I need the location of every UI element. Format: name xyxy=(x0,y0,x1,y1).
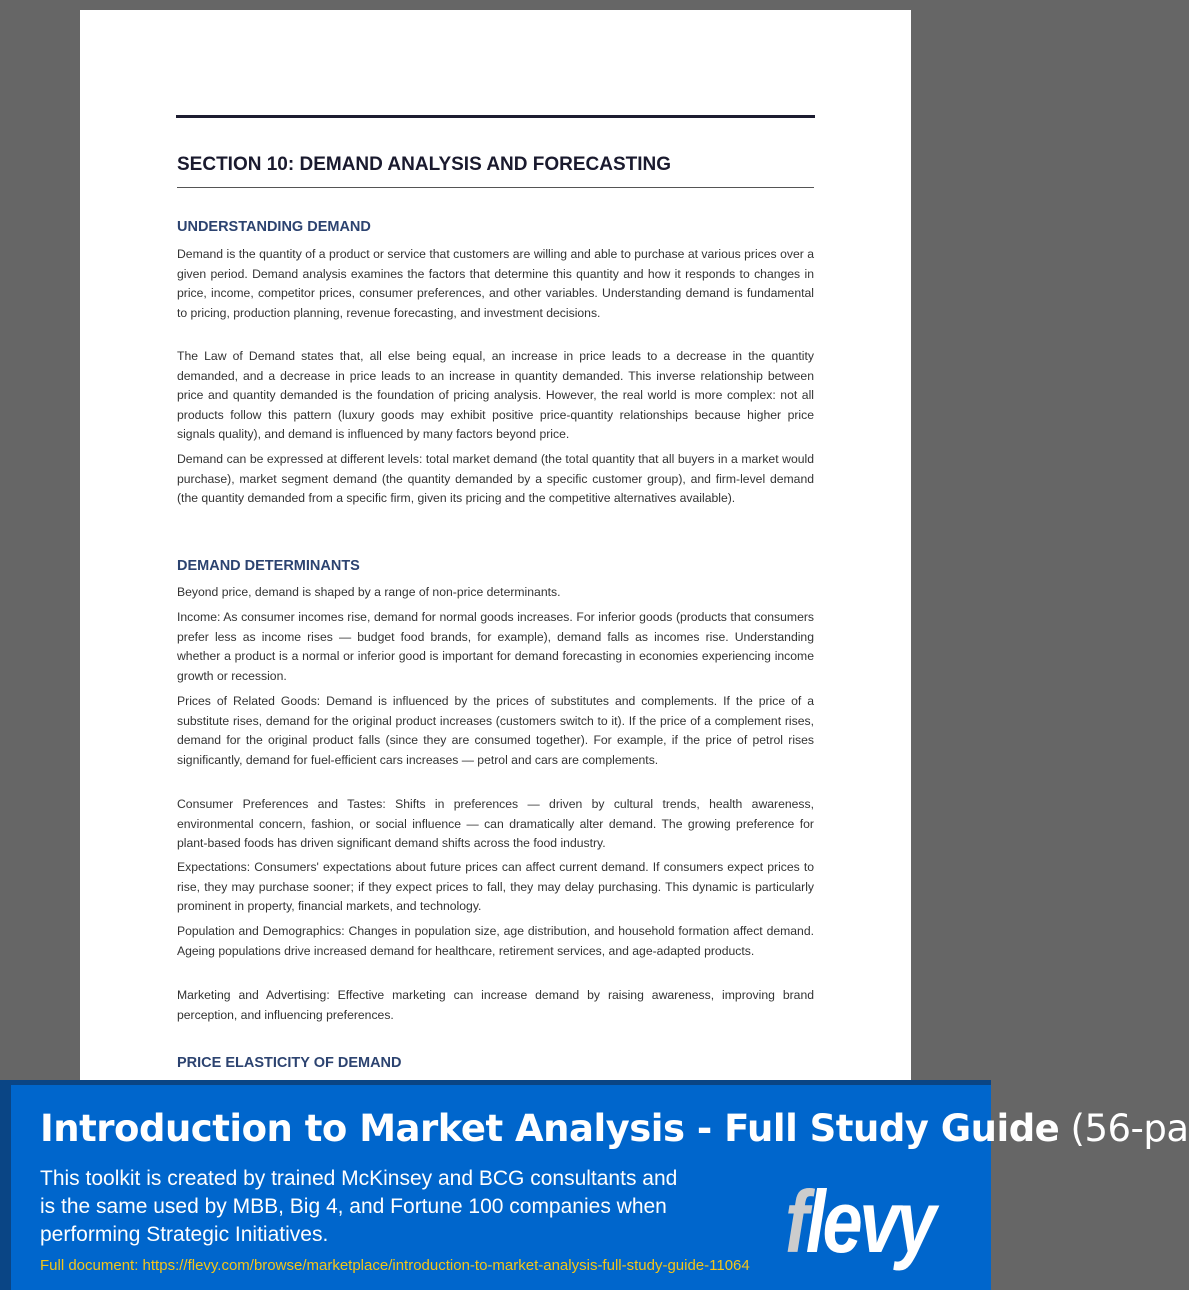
section-title: SECTION 10: DEMAND ANALYSIS AND FORECASTING xyxy=(177,154,672,175)
banner-title-main: Introduction to Market Analysis - Full Study Guide xyxy=(40,1107,1060,1150)
section-divider xyxy=(177,187,814,188)
logo-letters: levy xyxy=(805,1172,934,1271)
logo-letter-f: f xyxy=(785,1172,806,1271)
paragraph: Marketing and Advertising: Effective marketing can increase demand by raising awareness, improving brand perception, and influencing preferences. xyxy=(177,988,814,1022)
paragraph: Prices of Related Goods: Demand is influenced by the prices of substitutes and complements. If the price of a substitute rises, demand for the original product increases (customers switch to it). If the price of a complement rises, demand for the original product falls (since they are consumed together). For example, if the price of petrol rises significantly, demand for fuel-efficient cars increases — petrol and cars are complements. xyxy=(177,694,814,767)
banner-title-tail: (56-pa xyxy=(1059,1107,1189,1150)
paragraph: Consumer Preferences and Tastes: Shifts in preferences — driven by cultural trends, health awareness, environmental concern, fashion, or social influence — can dramatically alter demand. The growing preference for plant-based foods has driven significant demand shifts across the food industry. xyxy=(177,797,814,850)
heading-price-elasticity: PRICE ELASTICITY OF DEMAND xyxy=(177,1055,402,1071)
top-rule xyxy=(176,115,815,118)
paragraph: Demand can be expressed at different levels: total market demand (the total quantity that all buyers in a market would purchase), market segment demand (the quantity demanded by a specific customer group), and firm-level demand (the quantity demanded from a specific firm, given its pricing and the competitive alternatives available). xyxy=(177,452,814,505)
full-document-link[interactable]: Full document: https://flevy.com/browse/marketplace/introduction-to-market-analysis-full-study-guide-11064 xyxy=(40,1257,750,1274)
paragraph: Beyond price, demand is shaped by a range of non-price determinants. xyxy=(177,585,561,599)
paragraph: Population and Demographics: Changes in population size, age distribution, and household formation affect demand. Ageing populations drive increased demand for healthcare, retirement services, and age-adapted products. xyxy=(177,924,814,958)
heading-demand-determinants: DEMAND DETERMINANTS xyxy=(177,558,360,574)
banner-title xyxy=(40,1107,1189,1150)
heading-understanding-demand: UNDERSTANDING DEMAND xyxy=(177,219,371,235)
banner-description: This toolkit is created by trained McKinsey and BCG consultants and is the same used by MBB, Big 4, and Fortune 100 companies when performing Strategic Initiatives. xyxy=(40,1167,678,1246)
paragraph: The Law of Demand states that, all else being equal, an increase in price leads to a decrease in the quantity demanded, and a decrease in price leads to an increase in quantity demanded. This inverse relationship between price and quantity demanded is the foundation of pricing analysis. However, the real world is more complex: not all products follow this pattern (luxury goods may exhibit positive price-quantity relationships because higher price signals quality), and demand is influenced by many factors beyond price. xyxy=(177,349,814,441)
paragraph: Demand is the quantity of a product or service that customers are willing and able to purchase at various prices over a given period. Demand analysis examines the factors that determine this quantity and how it responds to changes in price, income, competitor prices, consumer preferences, and other variables. Understanding demand is fundamental to pricing, production planning, revenue forecasting, and investment decisions. xyxy=(177,247,814,320)
paragraph: Expectations: Consumers' expectations about future prices can affect current demand. If consumers expect prices to rise, they may purchase sooner; if they expect prices to fall, they may delay purchasing. This dynamic is particularly prominent in property, financial markets, and technology. xyxy=(177,860,814,913)
flevy-logo[interactable] xyxy=(785,1172,933,1272)
paragraph: Income: As consumer incomes rise, demand for normal goods increases. For inferior goods (products that consumers prefer less as income rises — budget food brands, for example), demand falls as incomes rise. Understanding whether a product is a normal or inferior good is important for demand forecasting in economies experiencing income growth or recession. xyxy=(177,610,814,683)
